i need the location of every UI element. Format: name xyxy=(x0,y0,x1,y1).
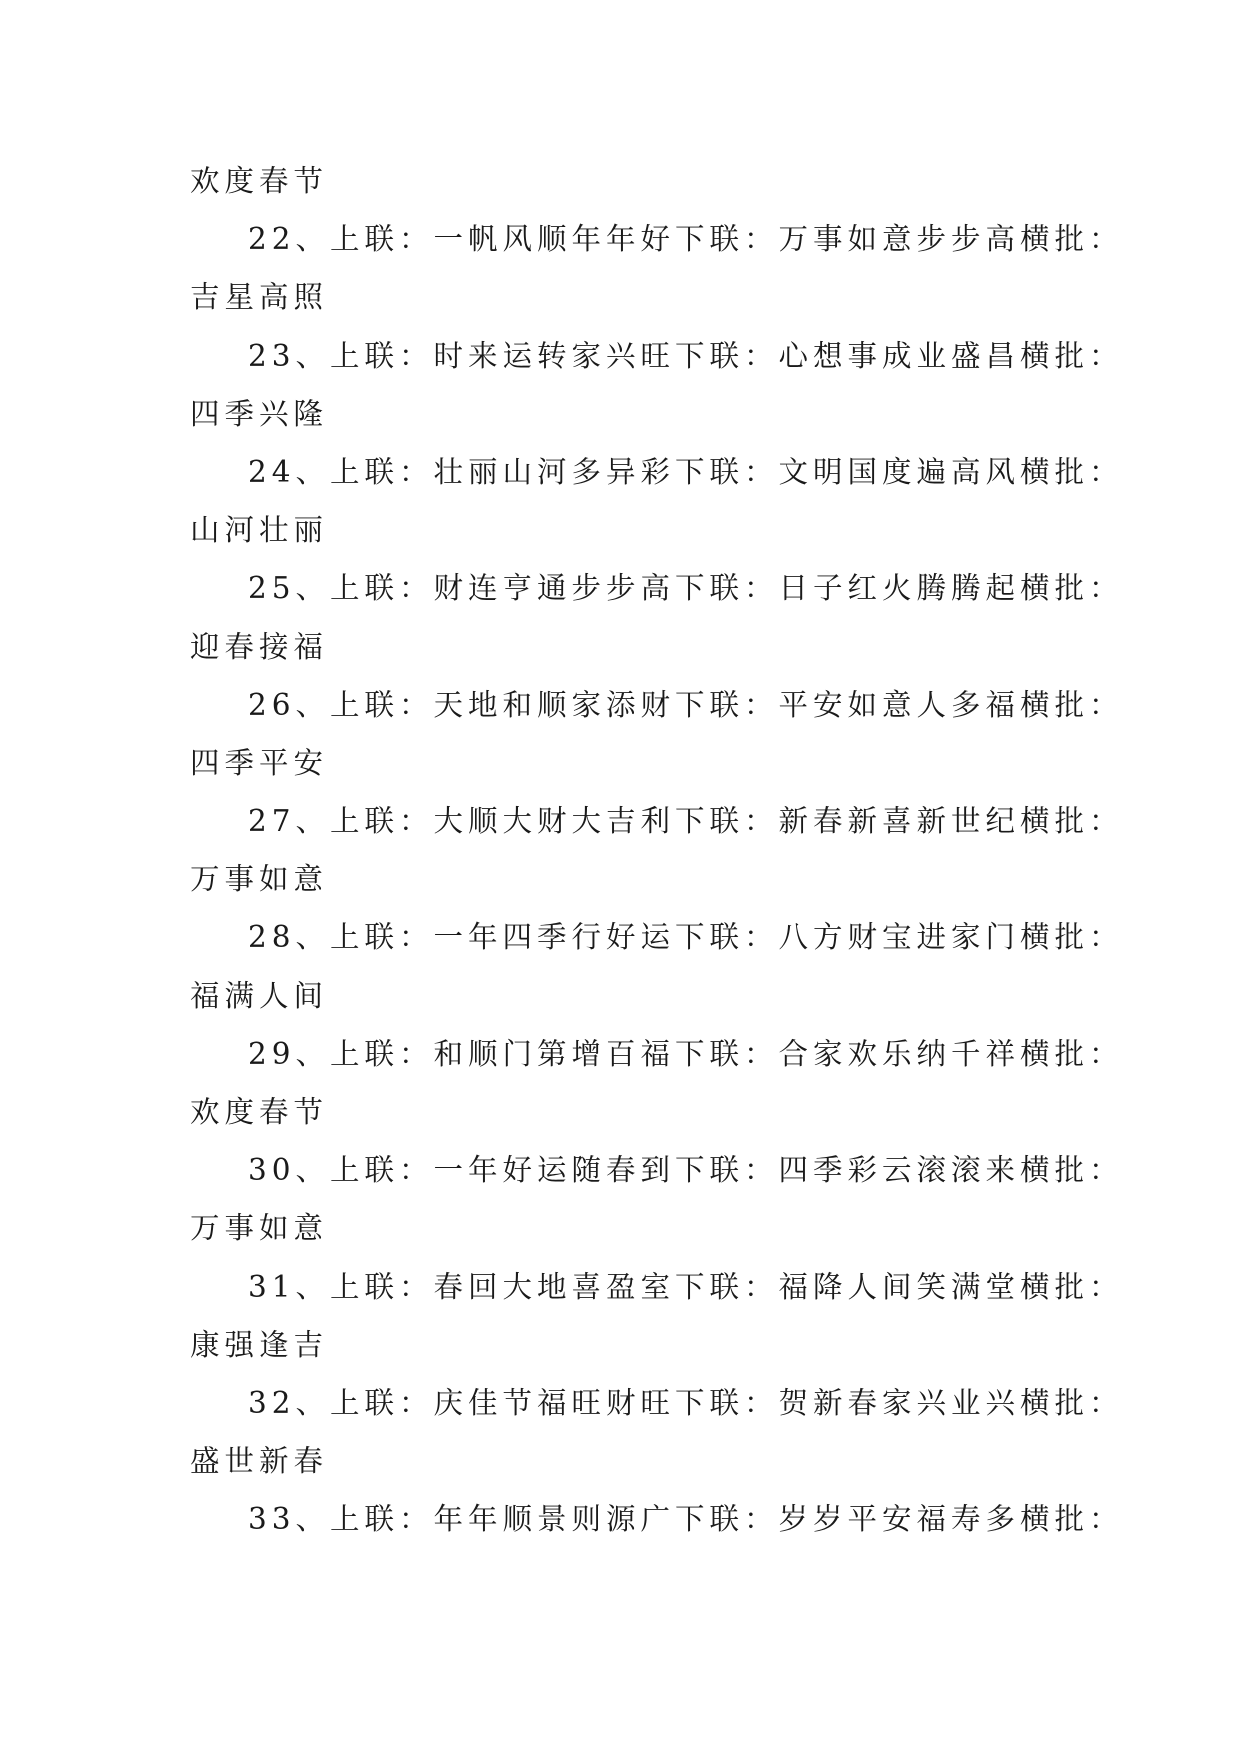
couplet-continuation-line: 四季平安 xyxy=(190,745,329,780)
couplet-continuation-line: 康强逢吉 xyxy=(190,1327,329,1362)
couplet-line: 22、上联：一帆风顺年年好下联：万事如意步步高横批： xyxy=(248,222,1124,257)
couplet-continuation-line: 山河壮丽 xyxy=(190,513,329,548)
couplet-continuation-line: 万事如意 xyxy=(190,1211,329,1246)
couplet-line: 32、上联：庆佳节福旺财旺下联：贺新春家兴业兴横批： xyxy=(248,1385,1124,1420)
couplet-line: 31、上联：春回大地喜盈室下联：福降人间笑满堂横批： xyxy=(248,1269,1124,1304)
couplet-line: 26、上联：天地和顺家添财下联：平安如意人多福横批： xyxy=(248,687,1124,722)
couplet-line: 30、上联：一年好运随春到下联：四季彩云滚滚来横批： xyxy=(248,1153,1124,1188)
couplet-line: 23、上联：时来运转家兴旺下联：心想事成业盛昌横批： xyxy=(248,338,1124,373)
couplet-continuation-line: 盛世新春 xyxy=(190,1444,329,1479)
couplet-continuation-line: 欢度春节 xyxy=(190,1095,329,1129)
couplet-line: 33、上联：年年顺景则源广下联：岁岁平安福寿多横批： xyxy=(248,1502,1124,1537)
couplet-continuation-line: 欢度春节 xyxy=(190,164,329,198)
couplet-line: 29、上联：和顺门第增百福下联：合家欢乐纳千祥横批： xyxy=(248,1036,1124,1071)
couplet-line: 25、上联：财连亨通步步高下联：日子红火腾腾起横批： xyxy=(248,571,1124,606)
document-body xyxy=(190,152,1124,1549)
couplet-continuation-line: 吉星高照 xyxy=(190,280,329,315)
couplet-continuation-line: 福满人间 xyxy=(190,978,329,1013)
couplet-continuation-line: 四季兴隆 xyxy=(190,396,329,431)
couplet-continuation-line: 万事如意 xyxy=(190,862,329,897)
couplet-line: 24、上联：壮丽山河多异彩下联：文明国度遍高风横批： xyxy=(248,454,1124,489)
couplet-line: 27、上联：大顺大财大吉利下联：新春新喜新世纪横批： xyxy=(248,804,1124,839)
couplet-line: 28、上联：一年四季行好运下联：八方财宝进家门横批： xyxy=(248,920,1124,955)
document-page xyxy=(190,152,1124,1549)
couplet-continuation-line: 迎春接福 xyxy=(190,629,329,664)
